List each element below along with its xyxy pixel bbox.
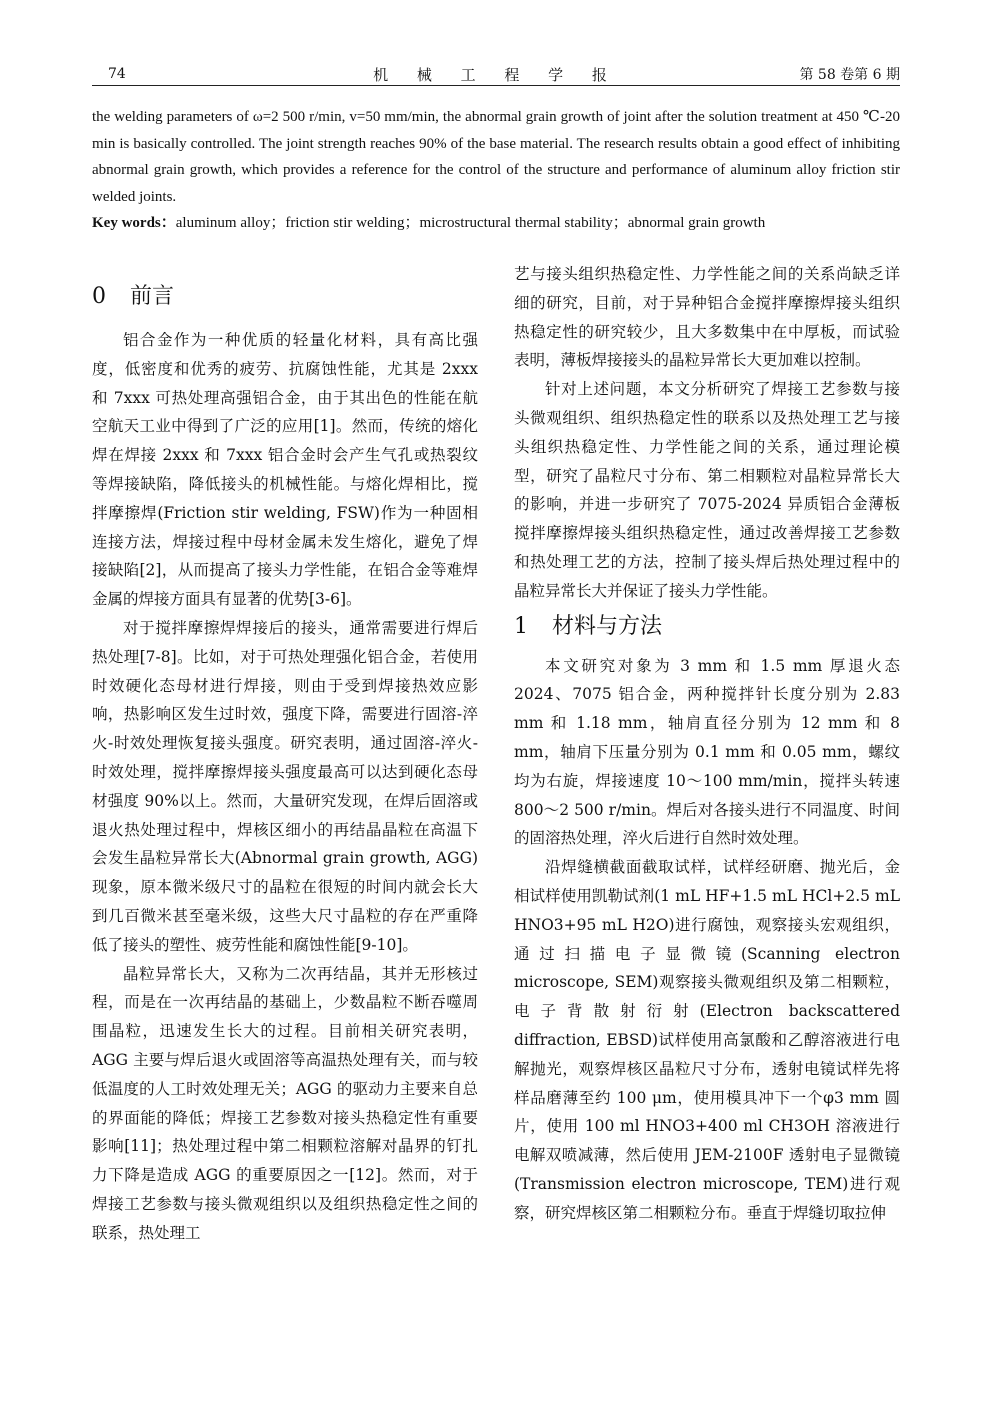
journal-title: 机 械 工 程 学 报 xyxy=(373,66,619,84)
keywords xyxy=(92,211,900,235)
header-rule xyxy=(92,85,900,86)
paragraph: 针对上述问题，本文分析研究了焊接工艺参数与接头微观组织、组织热稳定性的联系以及热处理工艺与接头组织热稳定性、力学性能之间的关系，通过理论模型，研究了晶粒尺寸分布、第二相颗粒对晶粒异常长大的影响，并进一步研究了 7075-2024 异质铝合金薄板搅拌摩擦焊接头组织热稳定性，通过改善焊接工艺参数和热处理工艺的方法，控制了接头焊后热处理过程中的晶粒异常长大并保证了接头力学性能。 xyxy=(514,380,900,600)
left-column xyxy=(92,260,478,1248)
keywords-text: aluminum alloy；friction stir welding；microstructural thermal stability；abnormal grain growth xyxy=(175,215,766,231)
paragraph: 沿焊缝横截面截取试样，试样经研磨、抛光后，金相试样使用凯勒试剂(1 mL HF+1.5 mL HCl+2.5 mL HNO3+95 mL H2O)进行腐蚀，观察接头宏观组织，通过扫描电子显微镜(Scanning electron microscope, SEM)观察接头微观组织及第二相颗粒，电子背散射衍射(Electron backscattered diffraction, EBSD)试样使用高氯酸和乙醇溶液进行电解抛光，观察焊核区晶粒尺寸分布，透射电镜试样先将样品磨薄至约 100 μm，使用模具冲下一个φ3 mm 圆片，使用 100 ml HNO3+400 ml CH3OH 溶液进行电解双喷减薄，然后使用 JEM-2100F 透射电子显微镜(Transmission electron microscope, TEM)进行观察，研究焊核区第二相颗粒分布。垂直于焊缝切取拉伸 xyxy=(514,858,900,1222)
paragraph: 对于搅拌摩擦焊焊接后的接头，通常需要进行焊后热处理[7-8]。比如，对于可热处理强化铝合金，若使用时效硬化态母材进行焊接，则由于受到焊接热效应影响，热影响区发生过时效，强度下降，需要进行固溶-淬火-时效处理恢复接头强度。研究表明，通过固溶-淬火-时效处理，搅拌摩擦焊接头强度最高可以达到硬化态母材强度 90%以上。然而，大量研究发现，在焊后固溶或退火热处理过程中，焊核区细小的再结晶晶粒在高温下会发生晶粒异常长大(Abnormal grain growth, AGG)现象，原本微米级尺寸的晶粒在很短的时间内就会长大到几百微米甚至毫米级，这些大尺寸晶粒的存在严重降低了接头的塑性、疲劳性能和腐蚀性能[9-10]。 xyxy=(92,618,478,954)
paragraph: 本文研究对象为 3 mm 和 1.5 mm 厚退火态 2024、7075 铝合金，两种搅拌针长度分别为 2.83 mm 和 1.18 mm，轴肩直径分别为 12 mm 和 8 mm，轴肩下压量分别为 0.1 mm 和 0.05 mm，螺纹均为右旋，焊接速度 10～100 mm/min，搅拌头转速 800～2 500 r/min。焊后对各接头进行不同温度、时间的固溶热处理，淬火后进行自然时效处理。 xyxy=(514,656,900,848)
keywords-label: Key words： xyxy=(92,215,176,231)
section-heading-intro xyxy=(92,282,478,312)
section-title: 材料与方法 xyxy=(552,613,663,639)
section-heading-methods xyxy=(514,612,900,642)
issue-info: 第 58 卷第 6 期 xyxy=(799,67,900,83)
paragraph: 晶粒异常长大，又称为二次再结晶，其并无形核过程，而是在一次再结晶的基础上，少数晶粒不断吞噬周围晶粒，迅速发生长大的过程。目前相关研究表明，AGG 主要与焊后退火或固溶等高温热处理有关，而与较低温度的人工时效处理无关；AGG 的驱动力主要来自总的界面能的降低；焊接工艺参数对接头热稳定性有重要影响[11]；热处理过程中第二相颗粒溶解对晶界的钉扎力下降是造成 AGG 的重要原因之一[12]。然而，对于焊接工艺参数与接头微观组织以及组织热稳定性之间的联系，热处理工 xyxy=(92,964,478,1242)
page-number: 74 xyxy=(108,66,126,82)
right-column xyxy=(514,260,900,1228)
paragraph: 艺与接头组织热稳定性、力学性能之间的关系尚缺乏详细的研究，目前，对于异种铝合金搅拌摩擦焊接头组织热稳定性的研究较少，且大多数集中在中厚板，而试验表明，薄板焊接接头的晶粒异常长大更加难以控制。 xyxy=(514,265,900,370)
section-number: 0 xyxy=(92,284,106,309)
section-number: 1 xyxy=(514,613,528,639)
running-header xyxy=(92,64,900,86)
section-title: 前言 xyxy=(130,284,175,309)
abstract-continuation: the welding parameters of ω=2 500 r/min, v=50 mm/min, the abnormal grain growth of joint after the solution treatment at 450 ℃-20 min is basically controlled. The joint strength reaches 90% of the base material. The research results obtain a good effect of inhibiting abnormal grain growth, which provides a reference for the control of the structure and performance of aluminum alloy friction stir welded joints. xyxy=(92,109,900,205)
paragraph: 铝合金作为一种优质的轻量化材料，具有高比强度，低密度和优秀的疲劳、抗腐蚀性能，尤其是 2xxx 和 7xxx 可热处理高强铝合金，由于其出色的性能在航空航天工业中得到了广泛的应用[1]。然而，传统的熔化焊在焊接 2xxx 和 7xxx 铝合金时会产生气孔或热裂纹等焊接缺陷，降低接头的机械性能。与熔化焊相比，搅拌摩擦焊(Friction stir welding, FSW)作为一种固相连接方法，焊接过程中母材金属未发生熔化，避免了焊接缺陷[2]，从而提高了接头力学性能，在铝合金等难焊金属的焊接方面具有显著的优势[3-6]。 xyxy=(92,331,478,609)
